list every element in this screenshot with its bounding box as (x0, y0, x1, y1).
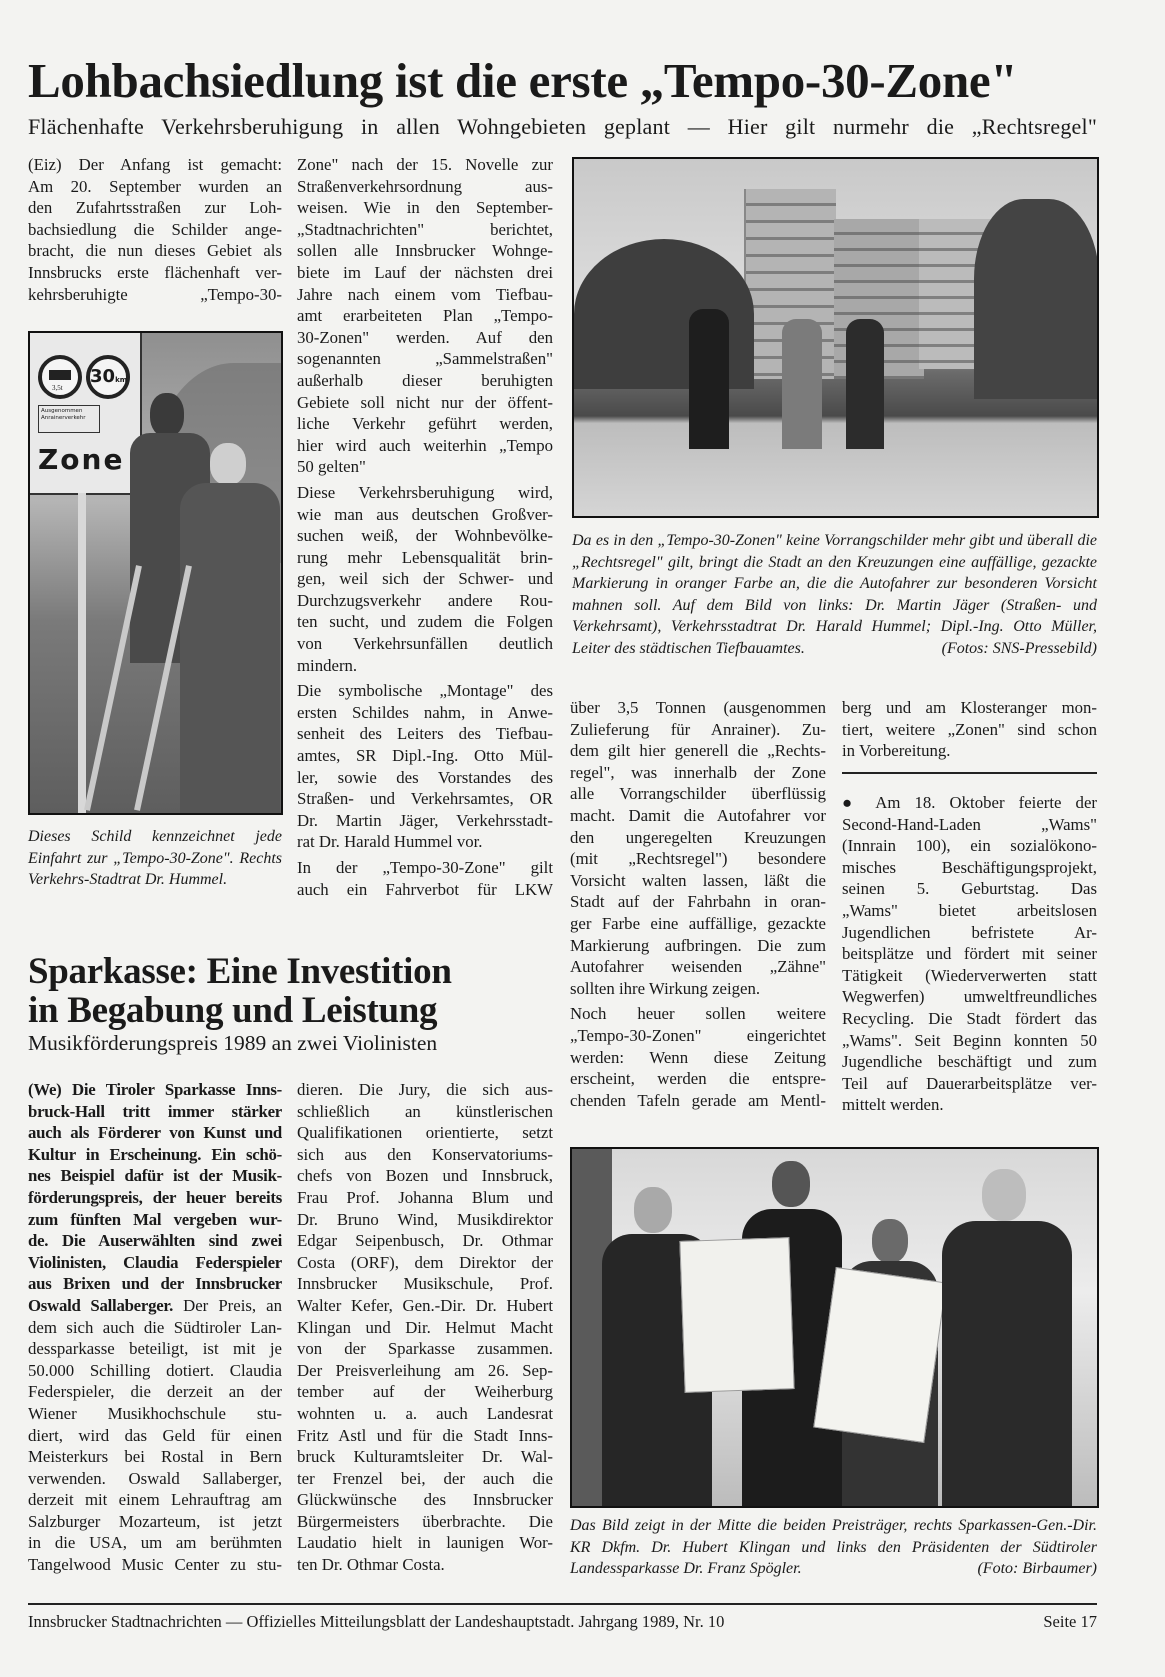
sign-zone-label: Zone (38, 443, 125, 476)
brief-wams (842, 792, 1097, 1120)
photo-bottom-caption (570, 1515, 1097, 1580)
text-line: Glückwünsche des Innsbrucker (297, 1490, 553, 1510)
text-line: Dr. Martin Jäger, Verkehrsstadt- (297, 810, 553, 830)
text-line: den Zufahrtsstraßen zur Loh- (28, 198, 282, 218)
text-line: außerhalb dieser beruhigten (297, 370, 553, 390)
sign-weight-label: 3,5t (52, 384, 63, 392)
text-line: (Innrain 100), ein sozialökono- (842, 836, 1097, 856)
text-line: über 3,5 Tonnen (ausgenommen (570, 698, 826, 717)
person-head (772, 1161, 810, 1207)
article2-column-2 (297, 1079, 553, 1580)
text-line: sich aus den Konservatoriums- (297, 1144, 553, 1164)
text-line: sollten ihre Wirkung zeigen. (570, 978, 761, 998)
photo-credit: (Fotos: SNS-Pressebild) (941, 639, 1097, 657)
person-jaeger (689, 309, 729, 449)
text-line: ● Am 18. Oktober feierte der (842, 793, 1097, 812)
article1-column-4 (842, 697, 1097, 766)
speed-limit-icon (86, 355, 130, 399)
text-line: bachsiedlung die Schilder ange- (28, 219, 282, 239)
text-line: Walter Kefer, Gen.-Dir. Dr. Hubert (297, 1295, 553, 1315)
bold-lead-text: de. Die Auserwählten sind zwei (28, 1231, 282, 1251)
text-line: Dr. Bruno Wind, Musikdirektor (297, 1209, 553, 1229)
zone-sign-board (30, 333, 142, 495)
trees (974, 199, 1099, 399)
text-line: Jahre nach einem vom Tiefbau- (297, 284, 553, 304)
text-line (28, 1273, 282, 1295)
sign-speed-label: 30 (90, 366, 116, 387)
text-line: Meisterkurs bei Rostal in Bern (28, 1447, 282, 1467)
bold-lead-text: auch als Förderer von Kunst und (28, 1123, 282, 1143)
paragraph (570, 1003, 826, 1111)
text-line: „Wams" bietet arbeitslosen (842, 900, 1097, 920)
person-head (982, 1169, 1026, 1221)
text-line: kehrsberuhigte „Tempo-30- (28, 284, 282, 304)
text-line: Jugendlichen befristete Ar- (842, 922, 1097, 942)
text-line: Am 20. September wurden an (28, 176, 282, 196)
text-line: erscheint, werden die entspre- (570, 1069, 826, 1089)
text-line: ter Frenzel bei, der auch die (297, 1468, 553, 1488)
text-line: werden: Wenn diese Zeitung (570, 1047, 826, 1067)
text-line: weisen. Wie in den September- (297, 198, 553, 218)
article2-headline-line-2: in Begabung und Leistung (28, 990, 438, 1031)
column-divider-rule (842, 772, 1097, 774)
text-line: Recycling. Die Stadt fördert das (842, 1008, 1097, 1028)
text-line: Teil auf Dauerarbeitsplätze ver- (842, 1073, 1097, 1093)
person-hummel (782, 319, 822, 449)
text-line: auch ein Fahrverbot für LKW (297, 879, 553, 899)
text-line (28, 1230, 282, 1252)
article2-column-1 (28, 1079, 282, 1580)
text-line: ten Dr. Othmar Costa. (297, 1555, 445, 1575)
person-mueller (846, 319, 884, 449)
article2-headline-line-1: Sparkasse: Eine Investition (28, 951, 452, 992)
text-line: biete im Lauf der nächsten drei (297, 262, 553, 282)
text-line: dieren. Die Jury, die sich aus- (297, 1080, 553, 1099)
text-line: Diese Verkehrsberuhigung wird, (297, 482, 553, 502)
text-line: ger Farbe eine auffällige, gezackte (570, 913, 826, 933)
photo-credit: (Foto: Birbaumer) (977, 1560, 1097, 1577)
bold-lead-text: Oswald Sallaberger. (28, 1295, 174, 1315)
text-line: macht. Damit die Autofahrer vor (570, 805, 826, 825)
text-line: berg und am Klosteranger mon- (842, 698, 1097, 717)
text-line: In der „Tempo-30-Zone" gilt (297, 858, 553, 877)
person-klingan (942, 1221, 1072, 1506)
paragraph (842, 792, 1097, 1116)
text-line: ten sucht, und zudem die Folgen (297, 612, 553, 632)
text-line: schließlich an künstlerischen (297, 1101, 553, 1121)
text-line: 30-Zonen" werden. Auf den (297, 327, 553, 347)
article1-column-3 (570, 697, 826, 1115)
text-line: gen, weil sich der Schwer- und (297, 569, 553, 589)
text-line (28, 1165, 282, 1187)
footer-publication: Innsbrucker Stadtnachrichten — Offizielles Mitteilungsblatt der Landeshauptstadt. Jahrgang 1989, Nr. 10 (28, 1612, 725, 1631)
article1-column-2 (297, 154, 553, 904)
text-line (28, 1252, 282, 1274)
photo-top-caption (572, 530, 1097, 659)
article1-column-1 (28, 154, 282, 309)
text-line: ersten Schildes nahm, in Anwe- (297, 702, 553, 722)
photo-top-caption-text: Da es in den „Tempo-30-Zonen" keine Vorrangschilder mehr gibt und überall die „Rechtsregel" gilt, bringt die Stadt an den Kreuzungen eine auffällige, gezackte Markierung in oranger Farbe an, die die Autofahrer zur besonderen Vorsicht mahnen soll. Auf dem Bild von links: Dr. Martin Jäger (Straßen- und Verkehrsamt), Verkehrsstadtrat Dr. Harald Hummel; Dipl.-Ing. Otto Müller, Leiter des städtischen Tiefbauamtes. (572, 532, 1097, 657)
text-line: chenden Tafeln gerade am Mentl- (570, 1090, 826, 1110)
bold-lead-text: aus Brixen und der Innsbrucker (28, 1274, 282, 1294)
certificate (813, 1267, 946, 1443)
text-line (28, 1122, 282, 1144)
text-line: Federspieler, die derzeit an der (28, 1382, 282, 1402)
paragraph (297, 857, 553, 900)
bold-lead-text: bruck-Hall tritt immer stärker (28, 1101, 282, 1121)
photo-prize-winners (570, 1147, 1099, 1508)
text-line (28, 1209, 282, 1231)
text-line: Frau Prof. Johanna Blum und (297, 1187, 553, 1207)
text-line: von der Sparkasse zusammen. (297, 1339, 553, 1359)
article-headline: Lohbachsiedlung ist die erste „Tempo-30-Zone" (28, 53, 1018, 108)
text-line: tember auf der Weiherburg (297, 1382, 553, 1402)
text-line: hier wird auch weiterhin „Tempo (297, 435, 553, 455)
article2-headline (28, 952, 452, 1030)
text-line: misches Beschäftigungsprojekt, (842, 857, 1097, 877)
text-line: rung mehr Lebensqualität brin- (297, 547, 553, 567)
text-line (28, 1144, 282, 1166)
text-line: sogenannten „Sammelstraßen" (297, 349, 553, 369)
text-line: Markierung aufbringen. Die zum (570, 935, 826, 955)
bold-lead-text: (We) Die Tiroler Sparkasse Inns- (28, 1080, 282, 1099)
paragraph (570, 697, 826, 999)
paragraph (28, 1079, 282, 1576)
text-line: Zone" nach der 15. Novelle zur (297, 155, 553, 174)
text-line: dem gilt hier generell die „Rechts- (570, 741, 826, 761)
text-line: „Wams". Seit Beginn konnten 50 (842, 1030, 1097, 1050)
paragraph (297, 680, 553, 853)
text-line: in Vorbereitung. (842, 741, 951, 761)
text-line: rat Dr. Harald Hummel vor. (297, 832, 483, 852)
photo-bottom-caption-text: Das Bild zeigt in der Mitte die beiden Preisträger, rechts Sparkassen-Gen.-Dir. KR Dkfm. Dr. Hubert Klingan und links den Präsidenten der Südtiroler Landessparkasse Dr. Franz Spögler. (570, 1517, 1097, 1577)
text-line: Tangelwood Music Center zu stu- (28, 1555, 282, 1575)
text-line: Salzburger Mozarteum, ist jetzt (28, 1511, 282, 1531)
text-line: ler, sowie des Vorstandes des (297, 767, 553, 787)
text-line (28, 1187, 282, 1209)
text-line: derzeit mit einem Lehrauftrag am (28, 1490, 282, 1510)
text-line: dessparkasse beteiligt, ist mit je (28, 1339, 282, 1359)
bold-lead-text: Violinisten, Claudia Federspieler (28, 1252, 282, 1272)
text-line (28, 1101, 282, 1123)
truck-prohibition-icon (38, 355, 82, 399)
person-body (180, 483, 280, 813)
ladder-rail (84, 565, 142, 811)
text-line: Autofahrer weisenden „Zähne" (570, 957, 826, 977)
text-line: 50 gelten" (297, 457, 366, 477)
text-line: amtes, SR Dipl.-Ing. Otto Mül- (297, 746, 553, 766)
text-line: Bürgermeisters überbrachte. Die (297, 1511, 553, 1531)
bold-lead-text: nes Beispiel dafür ist der Musik- (28, 1166, 282, 1186)
photo-zone-sign (28, 331, 283, 815)
text-line: seinen 5. Geburtstag. Das (842, 879, 1097, 899)
text-line: dem sich auch die Südtiroler Lan- (28, 1317, 282, 1337)
text-line: Noch heuer sollen weitere (570, 1004, 826, 1024)
footer-page-number: Seite 17 (1043, 1612, 1097, 1631)
photo-tempo30-street (572, 157, 1099, 518)
sign-post (78, 493, 86, 813)
text-line: chefs von Bozen und Innsbruck, (297, 1166, 553, 1186)
text-run: Der Preis, an (173, 1295, 282, 1315)
text-line: Tätigkeit (Wiederverwerten statt (842, 965, 1097, 985)
text-line: Klingan und Dir. Helmut Macht (297, 1317, 553, 1337)
text-line: von Verkehrsunfällen deutlich (297, 634, 553, 654)
text-line: Straßen- und Verkehrsamtes, OR (297, 789, 553, 809)
text-line: „Stadtnachrichten" berichtet, (297, 219, 553, 239)
text-line: Wegwerfen) umweltfreundliches (842, 987, 1097, 1007)
text-line: Zulieferung für Anrainer). Zu- (570, 719, 826, 739)
sign-unit-label: km (115, 376, 128, 384)
text-line: amt erarbeiteten Plan „Tempo- (297, 306, 553, 326)
text-line: regel", was innerhalb der Zone (570, 762, 826, 782)
text-line: mittelt werden. (842, 1095, 944, 1115)
text-line (28, 1079, 282, 1101)
text-line: tiert, weitere „Zonen" sind schon (842, 719, 1097, 739)
text-line: bruck Kulturamtsleiter Dr. Wal- (297, 1447, 553, 1467)
text-line: suchen weiß, der Wohnbevölke- (297, 526, 553, 546)
footer-rule (28, 1603, 1097, 1605)
person-head (150, 393, 184, 437)
text-line: Second-Hand-Laden „Wams" (842, 814, 1097, 834)
text-line: (mit „Rechtsregel") besondere (570, 849, 826, 869)
text-line: Die symbolische „Montage" des (297, 681, 553, 701)
text-line: Gebiete soll nicht nur der öffent- (297, 392, 553, 412)
paragraph (28, 154, 282, 305)
text-line: Vorsicht walten lassen, läßt die (570, 870, 826, 890)
paragraph (297, 482, 553, 676)
article2-subheadline: Musikförderungspreis 1989 an zwei Violinisten (28, 1031, 438, 1055)
text-line: in die USA, um am berühmten (28, 1533, 282, 1553)
text-line: liche Verkehr geführt werden, (297, 414, 553, 434)
text-line: Durchzugsverkehr andere Rou- (297, 590, 553, 610)
text-line: Costa (ORF), dem Direktor der (297, 1252, 553, 1272)
text-line: beitsplätze und fördert mit seiner (842, 944, 1097, 964)
text-line: verwenden. Oswald Sallaberger, (28, 1468, 282, 1488)
text-line: Der Preisverleihung am 26. Sep- (297, 1360, 553, 1380)
paragraph (297, 154, 553, 478)
text-line: Qualifikationen orientierte, setzt (297, 1123, 553, 1143)
text-line: Laudatio hielt in launigen Wor- (297, 1533, 553, 1553)
text-line: senheit des Leiters des Tiefbau- (297, 724, 553, 744)
certificate (679, 1237, 794, 1393)
sign-supplementary-plate: Ausgenommen Anrainerverkehr (38, 405, 100, 433)
text-line: wohnten u. a. auch Landesrat (297, 1403, 553, 1423)
text-line: „Tempo-30-Zonen" eingerichtet (570, 1025, 826, 1045)
photo-left-caption: Dieses Schild kennzeichnet jede Einfahrt zur „Tempo-30-Zone". Rechts Verkehrs-Stadtrat Dr. Hummel. (28, 828, 282, 888)
paragraph (297, 1079, 553, 1576)
paragraph (842, 697, 1097, 762)
text-line: Stadt auf der Fahrbahn in oran- (570, 892, 826, 912)
person-head (634, 1187, 672, 1233)
text-line: Fritz Astl und für die Stadt Inns- (297, 1425, 553, 1445)
bold-lead-text: förderungspreis, der heuer bereits (28, 1187, 282, 1207)
person-head (210, 443, 246, 485)
text-line: alle Vorrangschilder überflüssig (570, 784, 826, 804)
text-line: Edgar Seipenbusch, Dr. Othmar (297, 1231, 553, 1251)
text-line: 50.000 Schilling dotiert. Claudia (28, 1360, 282, 1380)
bold-lead-text: zum fünften Mal vergeben wur- (28, 1209, 282, 1229)
text-line: Straßenverkehrsordnung aus- (297, 176, 553, 196)
article-subheadline: Flächenhafte Verkehrsberuhigung in allen Wohngebieten geplant — Hier gilt nurmehr die „Rechtsregel" (28, 114, 1097, 139)
text-line: sollen alle Innsbrucker Wohnge- (297, 241, 553, 261)
person-head (872, 1219, 908, 1263)
text-line (28, 1295, 282, 1317)
text-line: Jugendliche beschäftigt und zum (842, 1052, 1097, 1072)
text-line: diert, wird das Geld für einen (28, 1425, 282, 1445)
text-line: mindern. (297, 655, 358, 675)
text-line: wie man aus deutschen Großver- (297, 504, 553, 524)
text-line: bracht, die nun dieses Gebiet als (28, 241, 282, 261)
text-line: (Eiz) Der Anfang ist gemacht: (28, 155, 282, 174)
text-line: Wiener Musikhochschule stu- (28, 1403, 282, 1423)
text-line: Innsbrucks erste flächenhaft ver- (28, 262, 282, 282)
text-line: den ungeregelten Kreuzungen (570, 827, 826, 847)
text-line: Innsbrucker Musikschule, Prof. (297, 1274, 553, 1294)
bold-lead-text: Kultur in Erscheinung. Ein schö- (28, 1144, 282, 1164)
